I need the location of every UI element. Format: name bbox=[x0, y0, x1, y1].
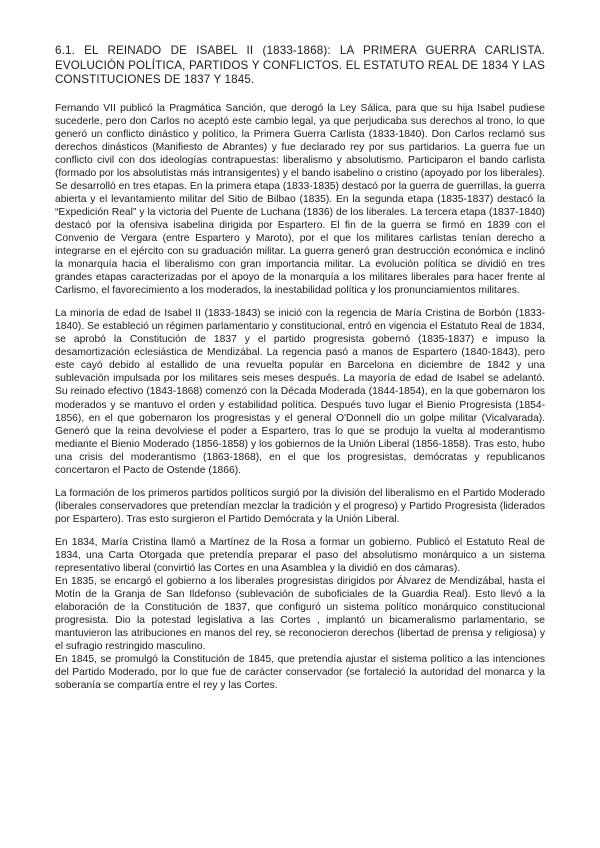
paragraph-partidos-politicos: La formación de los primeros partidos políticos surgió por la división del liberalismo en el Partido Moderado (liberales conservadores que pretendían mezclar la tradición y el progreso) y Partido Progresista (liderados por Espartero). Tras esto surgieron el Partido Demócrata y la Unión Liberal. bbox=[55, 487, 545, 525]
paragraph-minoria-de-edad: La minoría de edad de Isabel II (1833-1843) se inició con la regencia de María Cristina de Borbón (1833-1840). Se estableció un régimen parlamentario y constitucional, entró en vigencia el Estatuto Real de 1834, se aprobó la Constitución de 1837 y el partido progresista gobernó (1835-1837) e impuso la desamortización eclesiástica de Mendizábal. La regencia pasó a manos de Espartero (1840-1843), pero este cayó debido al estallido de una revuelta popular en Barcelona en diciembre de 1842 y una sublevación impulsada por los militares seis meses después. La mayoría de edad de Isabel se adelantó. Su reinado efectivo (1843-1868) comenzó con la Década Moderada (1844-1854), en la que gobernaron los moderados y se mantuvo el orden y estabilidad política. Después tuvo lugar el Bienio Progresista (1854-1856), en el que gobernaron los progresistas y el general O'Donnell dio un golpe militar (Vicalvarada). Generó que la reina devolviese el poder a Espartero, tras lo que se produjo la vuelta al moderantismo mediante el Bienio Moderado (1856-1858) y los gobiernos de la Unión Liberal (1856-1858). Tras esto, hubo una crisis del moderantismo (1863-1868), en el que los progresistas, demócratas y republicanos concertaron el Pacto de Ostende (1866). bbox=[55, 308, 545, 476]
paragraph-constitucion-1837: En 1835, se encargó el gobierno a los liberales progresistas dirigidos por Álvarez de Mendizábal, hasta el Motín de la Granja de San Ildefonso (sublevación de suboficiales de la Guardia Real). Esto llevó a la elaboración de la Constitución de 1837, que configuró un sistema político monárquico constitucional progresista. Dio la potestad legislativa a las Cortes , implantó un bicameralismo parlamentario, se mantuvieron las atribuciones en manos del rey, se reconocieron derechos (libertad de prensa y religiosa) y el sufragio restringido masculino. bbox=[55, 576, 545, 653]
paragraph-primera-guerra-carlista: Fernando VII publicó la Pragmática Sanción, que derogó la Ley Sálica, para que su hija Isabel pudiese sucederle, pero don Carlos no aceptó este cambio legal, ya que perjudicaba sus derechos al trono, lo que generó un conflicto dinástico y político, la Primera Guerra Carlista (1833-1840). Don Carlos reclamó sus derechos dinásticos (Manifiesto de Abrantes) y fue declarado rey por sus partidarios. La guerra fue un conflicto civil con dos ideologías contrapuestas: liberalismo y absolutismo. Participaron el bando carlista (formado por los absolutistas más intransigentes) y el bando isabelino o cristino (apoyado por los liberales). Se desarrolló en tres etapas. En la primera etapa (1833-1835) destacó por la guerra de guerrillas, la guerra abierta y el levantamiento militar del Sitio de Bilbao (1835). En la segunda etapa (1835-1837) destacó la “Expedición Real” y la victoria del Puente de Luchana (1836) de los liberales. La tercera etapa (1837-1840) destacó por la ofensiva isabelina dirigida por Espartero. El fin de la guerra se firmó en 1839 con el Convenio de Vergara (entre Espartero y Maroto), por el que los militares carlistas tenían derecho a integrarse en el ejército con su graduación militar. La guerra generó gran destrucción económica e inclinó la monarquía hacia el liberalismo con gran importancia militar. La evolución política se dividió en tres grandes etapas caracterizadas por el apoyo de la monarquía a los militares liberales para hacer frente al Carlismo, el favorecimiento a los moderados, la inestabilidad política y los pronunciamientos militares. bbox=[55, 102, 545, 297]
section-title: 6.1. EL REINADO DE ISABEL II (1833-1868): LA PRIMERA GUERRA CARLISTA. EVOLUCIÓN POLÍTICA, PARTIDOS Y CONFLICTOS. EL ESTATUTO REAL DE 1834 Y LAS CONSTITUCIONES DE 1837 Y 1845. bbox=[55, 44, 545, 86]
paragraph-estatuto-real-1834: En 1834, María Cristina llamó a Martínez de la Rosa a formar un gobierno. Publicó el Estatuto Real de 1834, una Carta Otorgada que pretendía preparar el paso del absolutismo monárquico a un sistema representativo liberal (convirtió las Cortes en una Asamblea y la dividió en dos cámaras). bbox=[55, 536, 545, 575]
paragraph-constitucion-1845: En 1845, se promulgó la Constitución de 1845, que pretendía ajustar el sistema político a las intenciones del Partido Moderado, por lo que fue de carácter conservador (se fortaleció la autoridad del monarca y la soberanía se compartía entre el rey y las Cortes. bbox=[55, 654, 545, 692]
